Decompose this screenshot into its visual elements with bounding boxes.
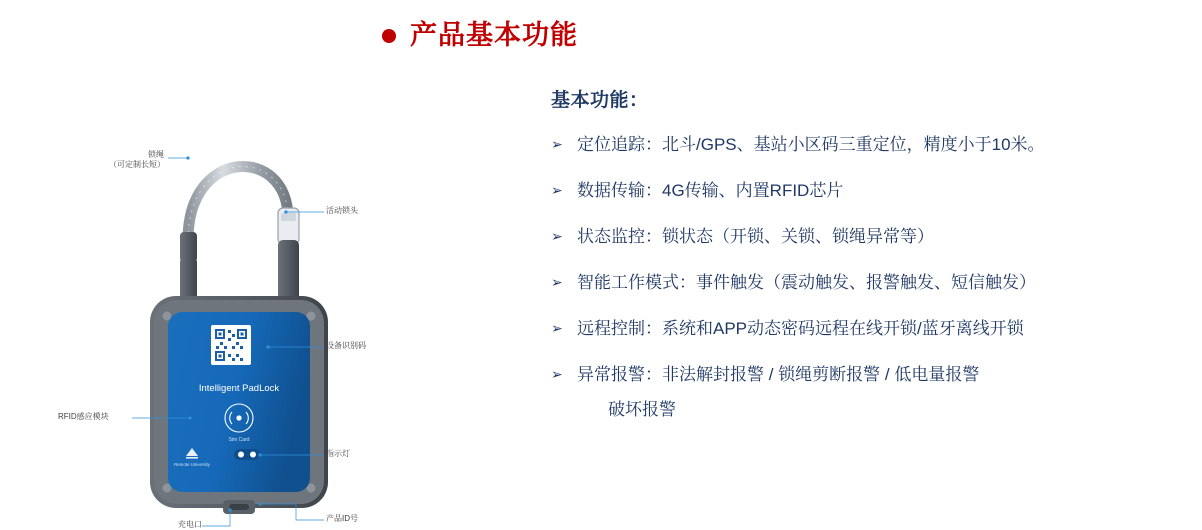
arrow-bullet-icon: ➢ <box>551 227 563 244</box>
product-illustration <box>58 100 410 529</box>
feature-value: 系统和APP动态密码远程在线开锁/蓝牙离线开锁 <box>662 318 1024 338</box>
feature-label: 定位追踪： <box>577 135 662 154</box>
arrow-bullet-icon: ➢ <box>551 181 563 198</box>
callout-movable-lock-head: 活动锁头 <box>326 206 358 215</box>
callout-lock-rope-text: 锁绳 <box>148 150 164 159</box>
callout-indicator-light: 指示灯 <box>326 449 350 458</box>
feature-value-continued: 破坏报警 <box>608 399 676 419</box>
list-item <box>551 226 1191 249</box>
feature-text <box>577 272 1191 295</box>
feature-label: 状态监控： <box>577 226 662 246</box>
callout-charging-port: 充电口 <box>178 520 202 529</box>
callout-lock-rope-sub: （可定制长短） <box>109 160 165 169</box>
features-section <box>551 85 1191 445</box>
callout-rfid-module: RFID感应模块 <box>58 412 109 421</box>
features-subtitle: 基本功能： <box>551 90 649 111</box>
red-dot-icon <box>382 29 396 43</box>
feature-label: 远程控制： <box>577 318 662 338</box>
list-item <box>551 364 1191 422</box>
feature-label: 数据传输： <box>577 180 662 200</box>
feature-value: 4G传输、内置RFID芯片 <box>662 180 844 200</box>
device-name-text: Intelligent PadLock <box>198 383 280 394</box>
feature-value: 北斗/GPS、基站小区码三重定位，精度小于10米。 <box>662 135 1045 154</box>
feature-label: 异常报警： <box>577 364 662 384</box>
feature-value: 非法解封报警 / 锁绳剪断报警 / 低电量报警 <box>662 364 980 384</box>
feature-text <box>577 364 1191 422</box>
svg-text:Remote University: Remote University <box>174 462 210 467</box>
feature-text <box>577 318 1191 341</box>
arrow-bullet-icon: ➢ <box>551 136 563 152</box>
arrow-bullet-icon: ➢ <box>551 273 563 290</box>
callout-product-id-number: 产品ID号 <box>326 514 358 523</box>
list-item <box>551 180 1191 203</box>
feature-text <box>577 180 1191 203</box>
page-title-text: 产品基本功能 <box>410 20 578 50</box>
arrow-bullet-icon: ➢ <box>551 319 563 336</box>
arrow-bullet-icon: ➢ <box>551 365 563 382</box>
svg-text:Sim Card: Sim Card <box>228 437 250 443</box>
list-item <box>551 318 1191 341</box>
feature-label: 智能工作模式： <box>577 272 696 292</box>
callout-device-identification-code: 设备识别码 <box>326 341 366 350</box>
list-item <box>551 134 1191 157</box>
feature-value: 锁状态（开锁、关锁、锁绳异常等） <box>662 226 934 246</box>
feature-value: 事件触发（震动触发、报警触发、短信触发） <box>696 272 1036 292</box>
page-title <box>382 22 578 49</box>
feature-text <box>577 226 1191 249</box>
feature-text <box>577 134 1191 157</box>
callout-lock-rope <box>109 150 164 170</box>
list-item <box>551 272 1191 295</box>
